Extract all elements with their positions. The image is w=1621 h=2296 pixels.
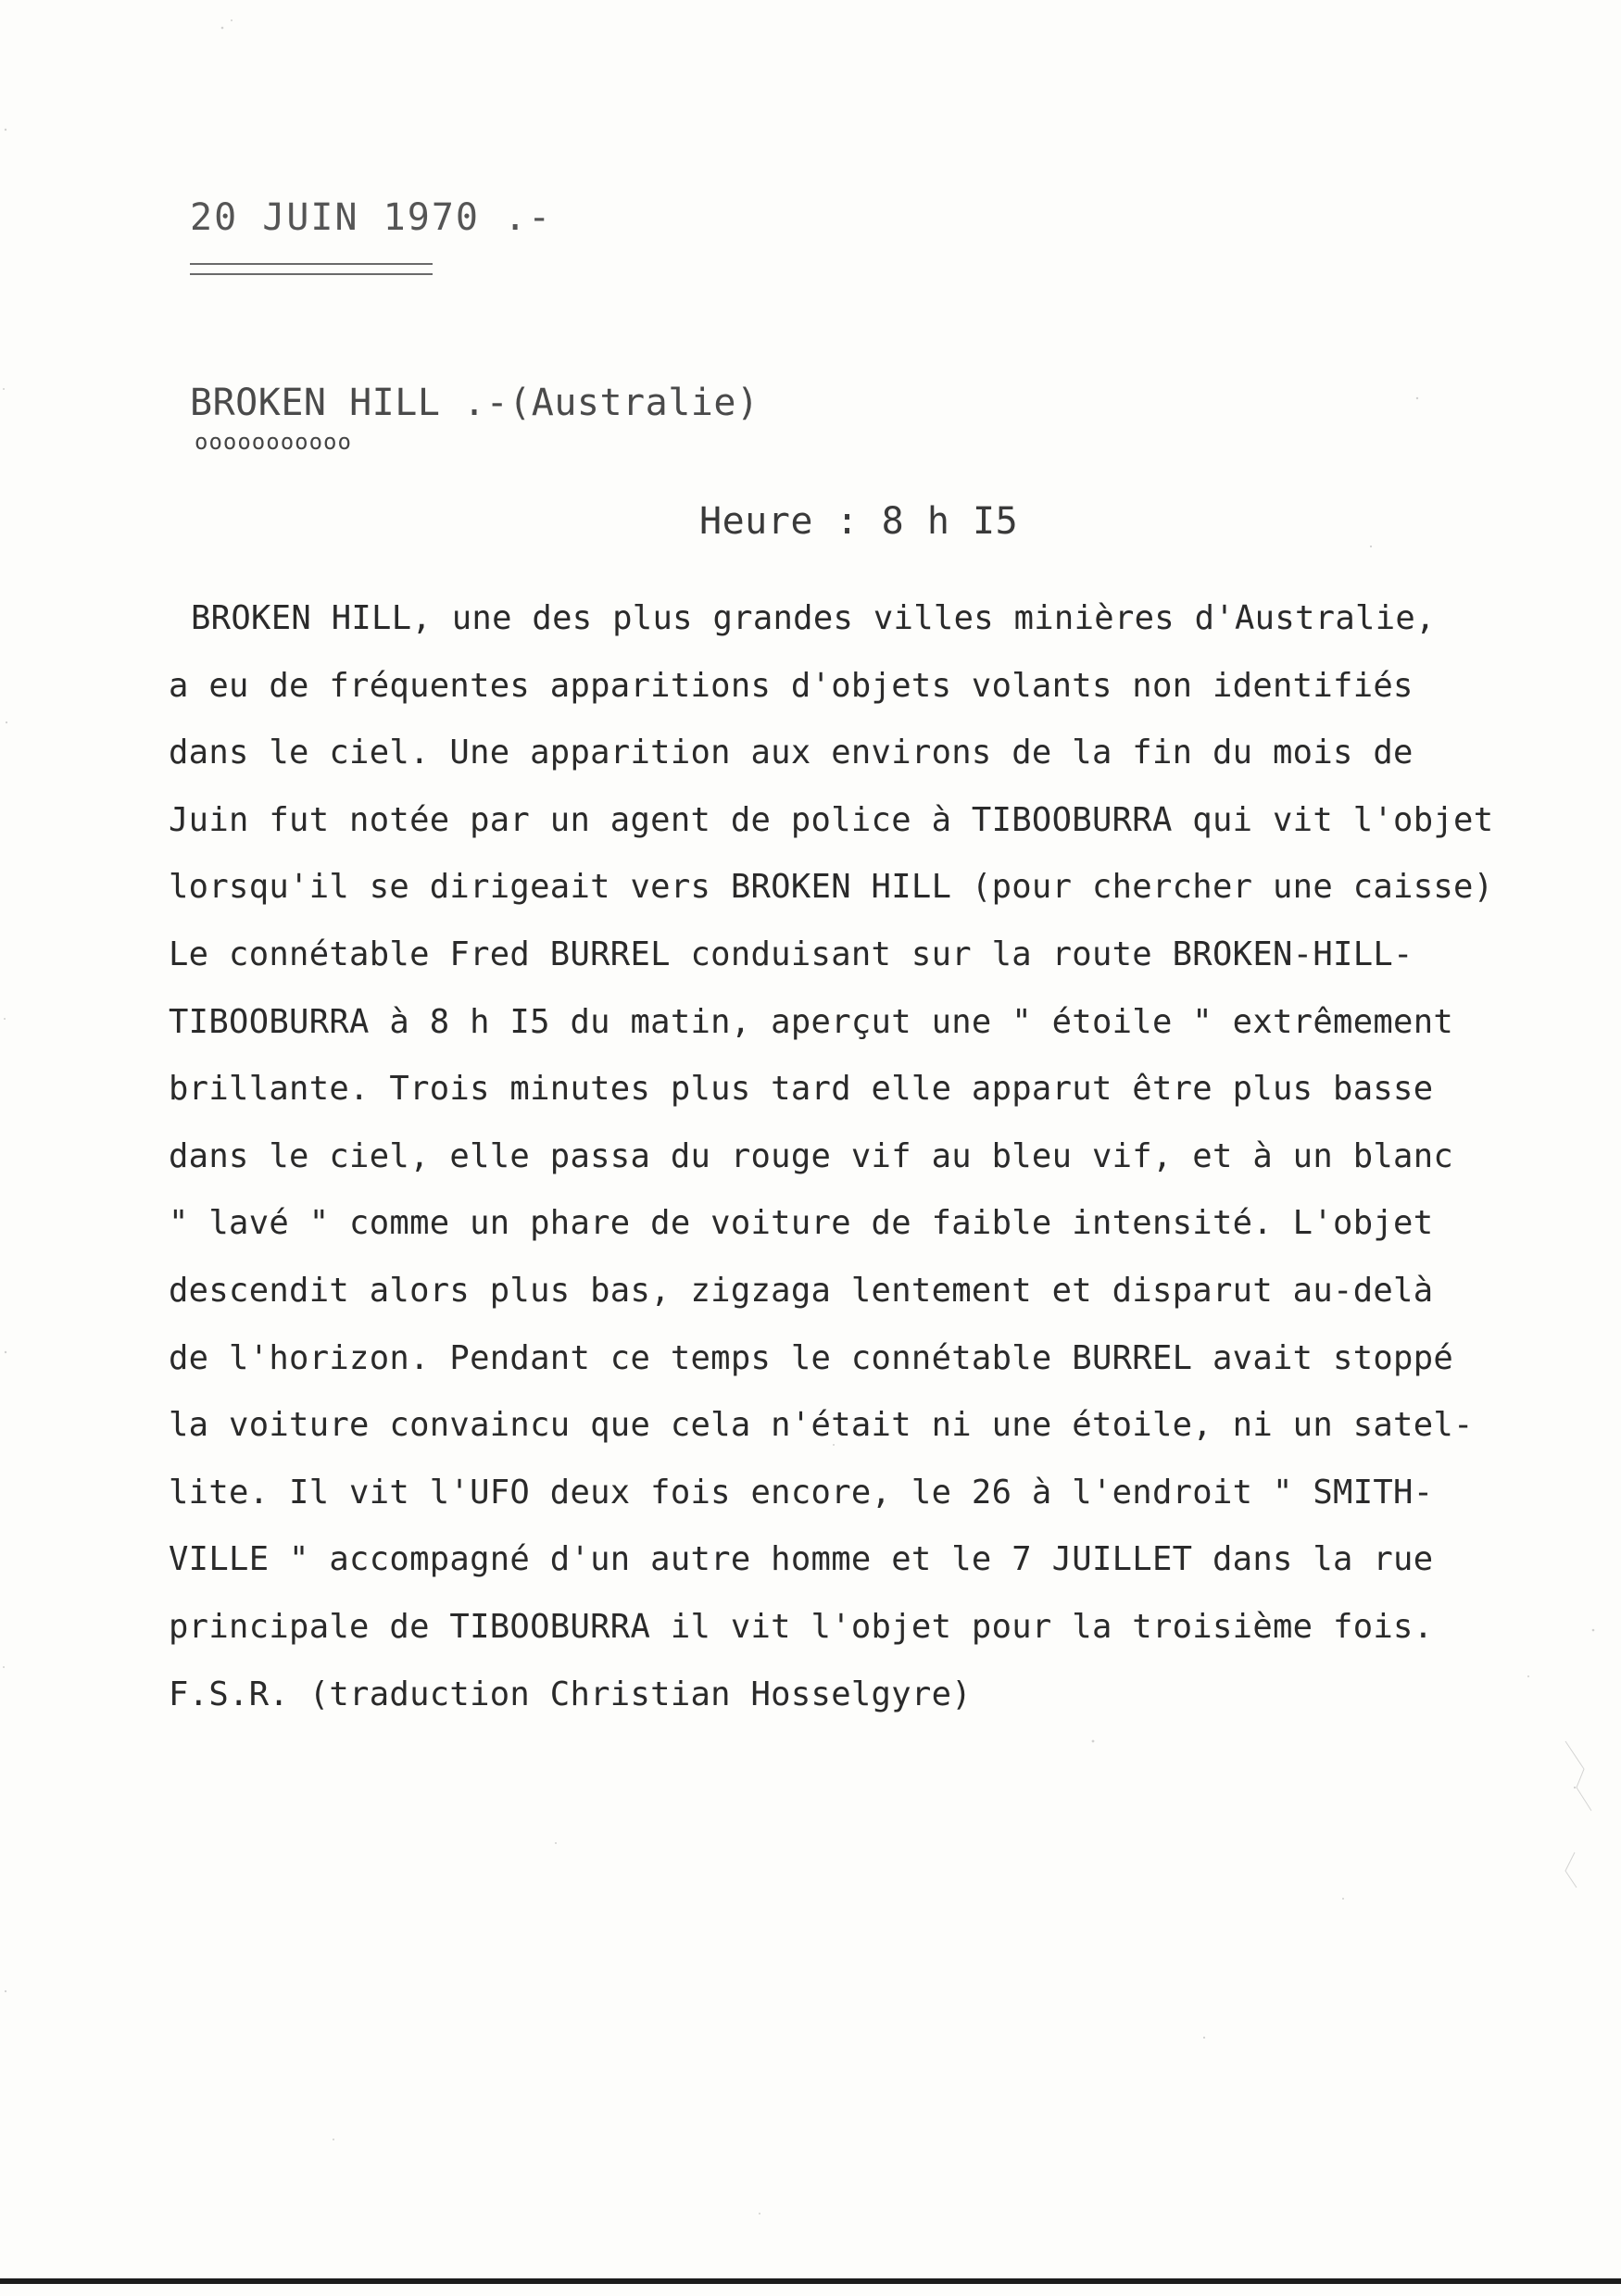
body-line: dans le ciel. Une apparition aux environs de la fin du mois de <box>169 734 1414 772</box>
body-line: a eu de fréquentes apparitions d'objets volants non identifiés <box>169 666 1414 705</box>
body-line: dans le ciel, elle passa du rouge vif au bleu vif, et à un blanc <box>169 1136 1454 1175</box>
body-line: TIBOOBURRA à 8 h I5 du matin, aperçut une " étoile " extrêmement <box>169 1002 1454 1041</box>
body-line: principale de TIBOOBURRA il vit l'objet pour la troisième fois. <box>169 1607 1434 1646</box>
body-line: descendit alors plus bas, zigzaga lentement et disparut au-delà <box>169 1271 1434 1310</box>
page-bottom-edge <box>0 2278 1621 2284</box>
body-line: de l'horizon. Pendant ce temps le connétable BURREL avait stoppé <box>169 1338 1454 1377</box>
location-underline: ooooooooooo <box>195 429 352 455</box>
body-line: la voiture convaincu que cela n'était ni une étoile, ni un satel- <box>169 1406 1474 1445</box>
body-line: lite. Il vit l'UFO deux fois encore, le 26 à l'endroit " SMITH- <box>169 1473 1434 1512</box>
location-heading: BROKEN HILL .-(Australie) <box>190 382 760 424</box>
time-heading: Heure : 8 h I5 <box>699 500 1019 543</box>
body-line: lorsqu'il se dirigeait vers BROKEN HILL (pour chercher une caisse) <box>169 868 1494 907</box>
signature-line: F.S.R. (traduction Christian Hosselgyre) <box>169 1675 972 1713</box>
document-date: 20 JUIN 1970 .- <box>190 196 553 239</box>
report-body <box>169 585 1595 1728</box>
body-line: Le connétable Fred BURREL conduisant sur la route BROKEN-HILL- <box>169 935 1414 973</box>
body-line: Juin fut notée par un agent de police à TIBOOBURRA qui vit l'objet <box>169 800 1494 839</box>
body-line: VILLE " accompagné d'un autre homme et le 7 JUILLET dans la rue <box>169 1540 1434 1579</box>
body-line: brillante. Trois minutes plus tard elle apparut être plus basse <box>169 1070 1434 1109</box>
date-double-underline <box>190 263 433 275</box>
body-line: " lavé " comme un phare de voiture de faible intensité. L'objet <box>169 1204 1434 1243</box>
body-line: BROKEN HILL, une des plus grandes villes minières d'Australie, <box>191 599 1436 637</box>
